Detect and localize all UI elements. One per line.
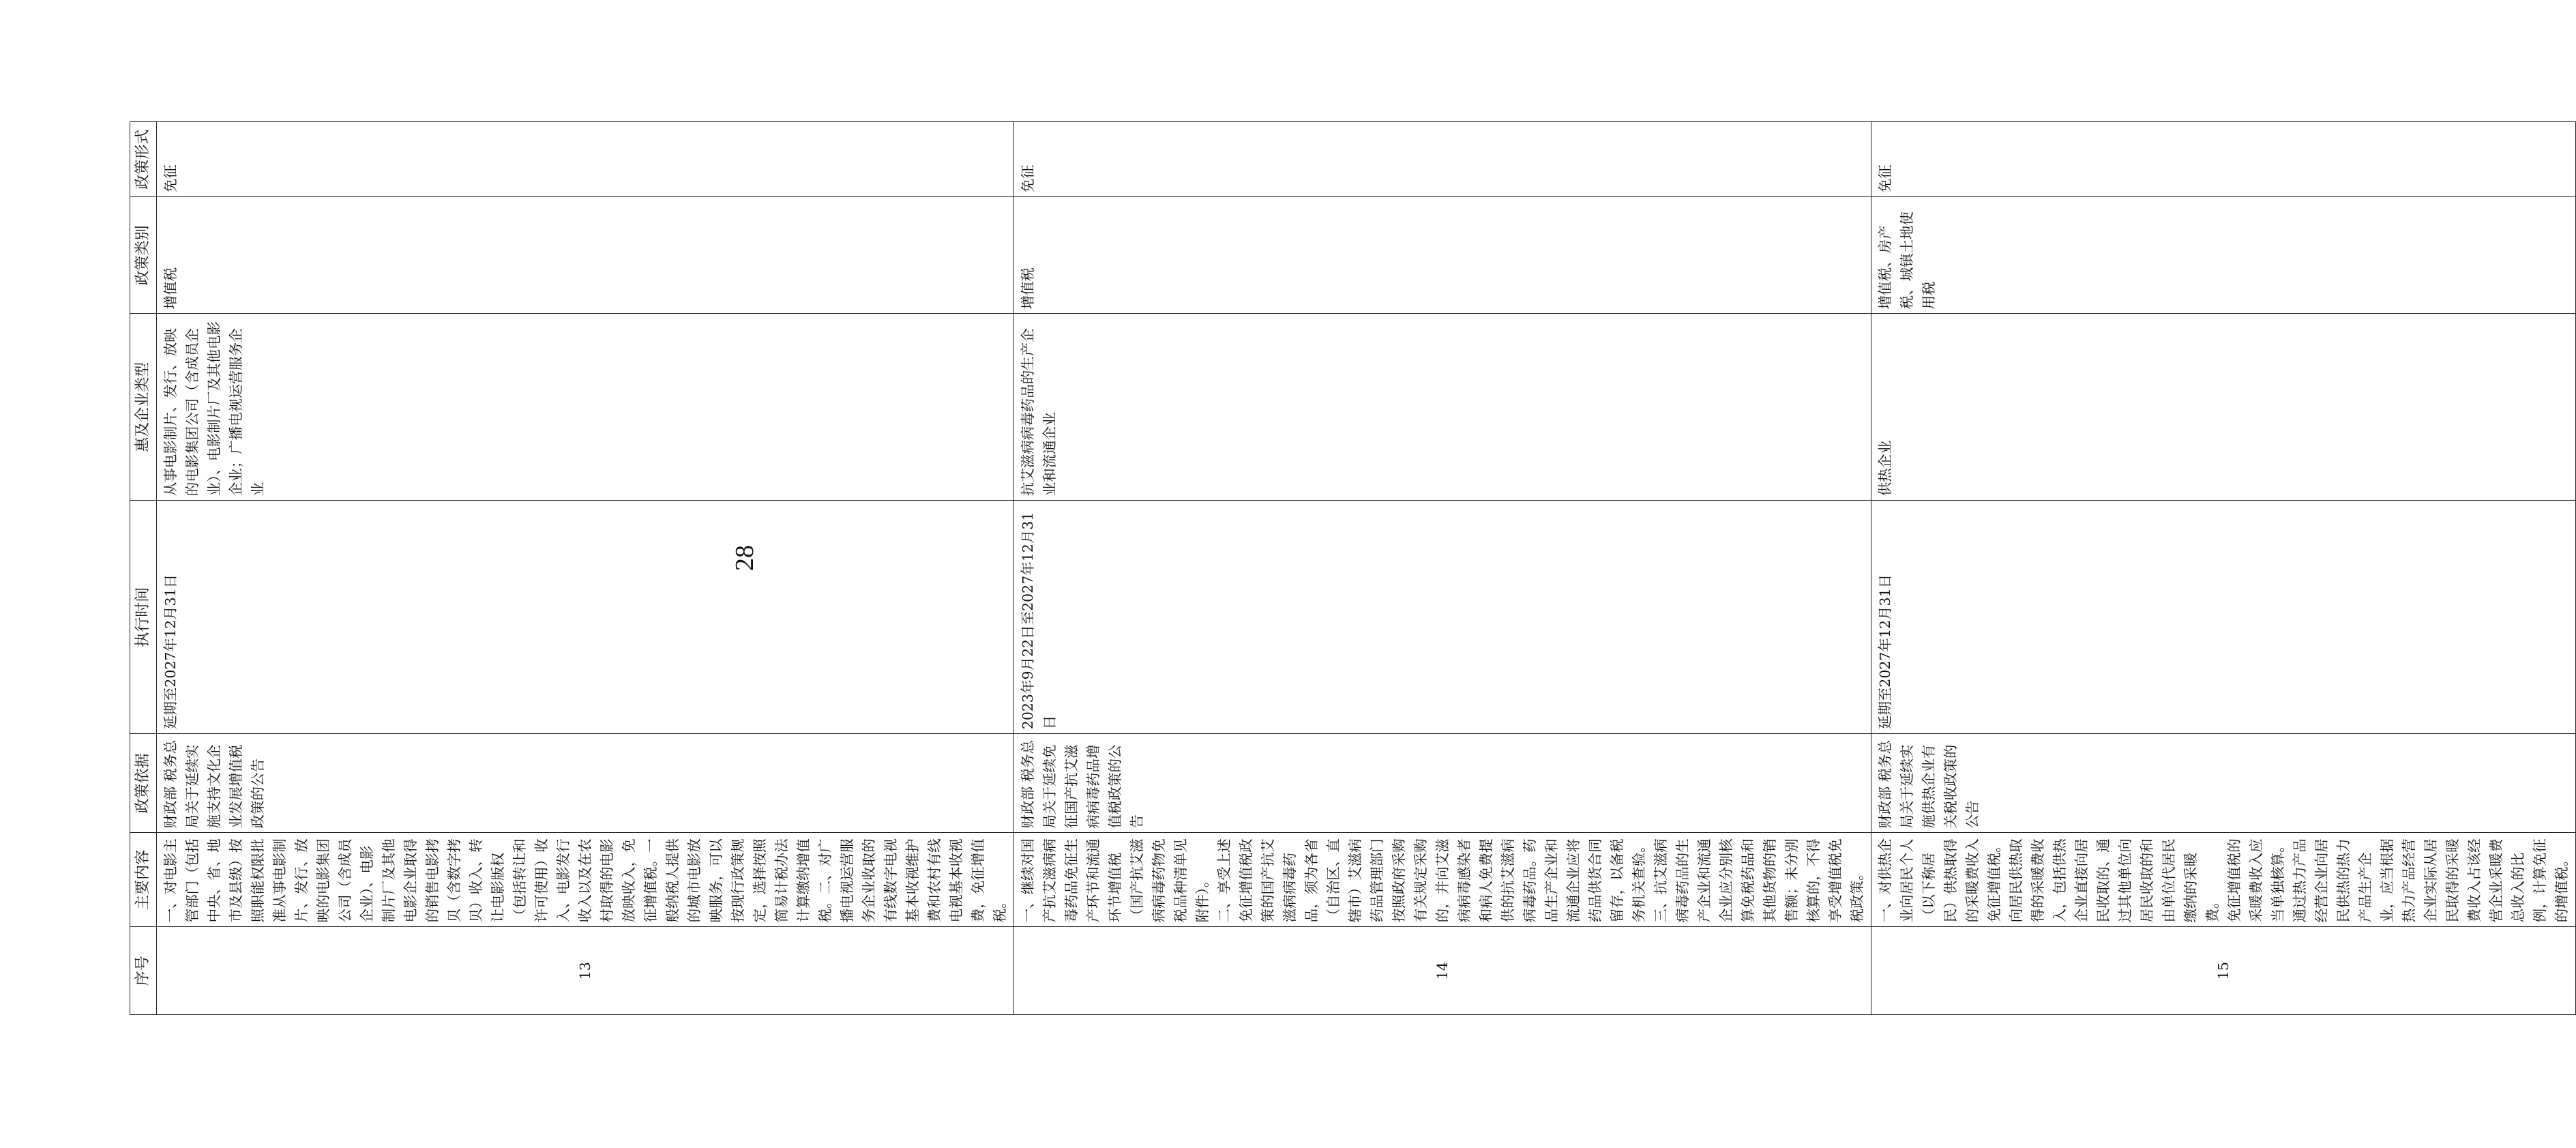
header-row — [130, 122, 157, 1015]
row-category: 增值税 — [157, 197, 1014, 314]
header-form: 政策形式 — [130, 122, 157, 197]
row-basis: 财政部 税务总局关于延续实施供热企业有关税收政策的公告 — [1871, 734, 2576, 833]
table-row — [157, 122, 1014, 1015]
row-period: 延期至2027年12月31日 — [1871, 501, 2576, 734]
row-period: 2023年9月22日至2027年12月31日 — [1014, 501, 1871, 734]
row-period: 延期至2027年12月31日 — [157, 501, 1014, 734]
table-row — [1014, 122, 1871, 1015]
row-beneficiary: 从事电影制片、发行、放映的电影集团公司（含成员企业）、电影制片厂及其他电影企业；广播电视运营服务企业 — [157, 314, 1014, 501]
row-content: 一、对电影主管部门（包括中央、省、地市及县级）按照职能权限批准从事电影制片、发行、放映的电影集团公司（含成员企业）、电影制片厂及其他电影企业取得的销售电影拷贝（含数字拷贝）收入、转让电影版权（包括转让和许可使用）收入、电影发行收入以及在农村取得的电影放映收入，免征增值税。一般纳税人提供的城市电影放映服务，可以按现行政策规定，选择按照简易计税办法计算缴纳增值税。二、对广播电视运营服务企业收取的有线数字电视基本收视维护费和农村有线电视基本收视费，免征增值税。 — [157, 833, 1014, 927]
row-category: 增值税、房产税、城镇土地使用税 — [1871, 197, 2576, 314]
header-beneficiary: 惠及企业类型 — [130, 314, 157, 501]
row-basis: 财政部 税务总局关于延续实施支持文化企业发展增值税政策的公告 — [157, 734, 1014, 833]
header-seq: 序号 — [130, 927, 157, 1015]
row-basis: 财政部 税务总局关于延续免征国产抗艾滋病病毒药品增值税政策的公告 — [1014, 734, 1871, 833]
header-period: 执行时间 — [130, 501, 157, 734]
row-beneficiary: 抗艾滋病病毒药品的生产企业和流通企业 — [1014, 314, 1871, 501]
row-content: 一、继续对国产抗艾滋病病毒药品免征生产环节和流通环节增值税（国产抗艾滋病病毒药物免税品种清单见附件）。 二、享受上述免征增值税政策的国产抗艾滋病病毒药品，须为各省（自治区、直辖市）艾滋病药品管理部门按照政府采购有关规定采购的，并向艾滋病病毒感染者和病人免费提供的抗艾滋病病毒药品。药品生产企业和流通企业应将药品供货合同留存，以备税务机关查验。 三、抗艾滋病病毒药品的生产企业和流通企业应分别核算免税药品和其他货物的销售额；未分别核算的，不得享受增值税免税政策。 — [1014, 833, 1871, 927]
table-row — [1871, 122, 2576, 1015]
row-seq: 15 — [1871, 927, 2576, 1015]
header-content: 主要内容 — [130, 833, 157, 927]
header-basis: 政策依据 — [130, 734, 157, 833]
header-category: 政策类别 — [130, 197, 157, 314]
row-category: 增值税 — [1014, 197, 1871, 314]
row-form: 免征 — [1871, 122, 2576, 197]
page-number: 28 — [730, 545, 759, 571]
row-form: 免征 — [1014, 122, 1871, 197]
policy-table — [130, 121, 2576, 1015]
row-form: 免征 — [157, 122, 1014, 197]
row-content: 一、对供热企业向居民个人（以下称居民）供热取得的采暖费收入免征增值税。 向居民供热取得的采暖费收入，包括供热企业直接向居民收取的、通过其他单位向居民收取的和由单位代居民缴纳的采暖费。 免征增值税的采暖费收入应当单独核算。通过热力产品经营企业向居民供热的热力产品生产企业，应当根据热力产品经营企业实际从居民取得的采暖费收入占该经营企业采暖费总收入的比例，计算免征的增值税。 — [1871, 833, 2576, 927]
row-beneficiary: 供热企业 — [1871, 314, 2576, 501]
row-seq: 14 — [1014, 927, 1871, 1015]
row-seq: 13 — [157, 927, 1014, 1015]
